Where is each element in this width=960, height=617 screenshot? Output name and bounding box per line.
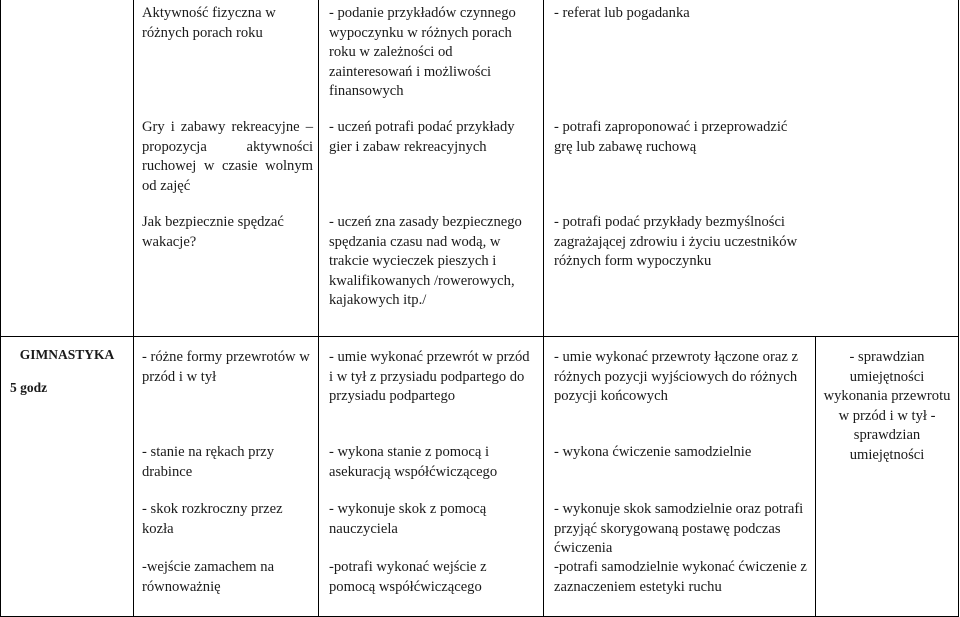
table-border-col2 bbox=[318, 0, 319, 617]
table-cell-basic-d: -potrafi wykonać wejście z pomocą współćwiczącego bbox=[329, 559, 487, 595]
table-cell-basic-b: - wykona stanie z pomocą i asekuracją współćwiczącego bbox=[329, 444, 498, 480]
table-cell-basic-1: - podanie przykładów czynnego wypoczynku w różnych porach roku w zależności od zainteresowań i możliwości finansowych bbox=[329, 5, 516, 99]
table-border-left bbox=[0, 0, 1, 617]
table-cell-ext-a: - umie wykonać przewroty łączone oraz z różnych pozycji wyjściowych do różnych pozycji końcowych bbox=[554, 349, 798, 404]
table-cell-extended-2: - potrafi zaproponować i przeprowadzić grę lub zabawę ruchową bbox=[554, 119, 788, 155]
table-cell-content-b: - stanie na rękach przy drabince bbox=[142, 444, 275, 480]
table-border-col1 bbox=[133, 0, 134, 617]
table-cell-basic-c: - wykonuje skok z pomocą nauczyciela bbox=[329, 501, 487, 537]
table-border-col3 bbox=[543, 0, 544, 617]
table-cell-extended-1: - referat lub pogadanka bbox=[554, 5, 690, 21]
table-cell-basic-3: - uczeń zna zasady bezpiecznego spędzania czasu nad wodą, w trakcie wycieczek pieszych i kwalifikowanych /rowerowych, kajakowych itp./ bbox=[329, 214, 522, 308]
table-cell-content-a: - różne formy przewrotów w przód i w tył bbox=[142, 349, 310, 385]
table-cell-topic-3: Jak bezpiecznie spędzać wakacje? bbox=[142, 214, 284, 250]
table-border-right bbox=[958, 0, 959, 617]
table-cell-ext-b: - wykona ćwiczenie samodzielnie bbox=[554, 444, 752, 460]
table-cell-basic-a: - umie wykonać przewrót w przód i w tył z przysiadu podpartego do przysiadu podpartego bbox=[329, 349, 530, 404]
table-cell-extended-3: - potrafi podać przykłady bezmyślności zagrażającej zdrowiu i życiu uczestników różnych form wypoczynku bbox=[554, 214, 798, 269]
table-cell-topic-2: Gry i zabawy rekreacyjne – propozycja aktywności ruchowej w czasie wolnym od zajęć bbox=[142, 119, 313, 194]
section-title: GIMNASTYKA bbox=[19, 347, 115, 362]
table-cell-topic-1: Aktywność fizyczna w różnych porach roku bbox=[142, 5, 276, 41]
table-row-divider bbox=[0, 336, 959, 337]
table-cell-basic-2: - uczeń potrafi podać przykłady gier i zabaw rekreacyjnych bbox=[329, 119, 515, 155]
section-hours: 5 godz bbox=[10, 380, 48, 395]
table-cell-ext-c: - wykonuje skok samodzielnie oraz potrafi przyjąć skorygowaną postawę podczas ćwiczenia bbox=[554, 501, 804, 556]
table-cell-check: - sprawdzian umiejętności wykonania przewrotu w przód i w tył - sprawdzian umiejętności bbox=[823, 349, 951, 463]
table-border-col4 bbox=[815, 336, 816, 617]
table-cell-content-d: -wejście zamachem na równoważnię bbox=[142, 559, 275, 595]
table-cell-content-c: - skok rozkroczny przez kozła bbox=[142, 501, 283, 537]
table-cell-ext-d: -potrafi samodzielnie wykonać ćwiczenie z zaznaczeniem estetyki ruchu bbox=[554, 559, 807, 595]
